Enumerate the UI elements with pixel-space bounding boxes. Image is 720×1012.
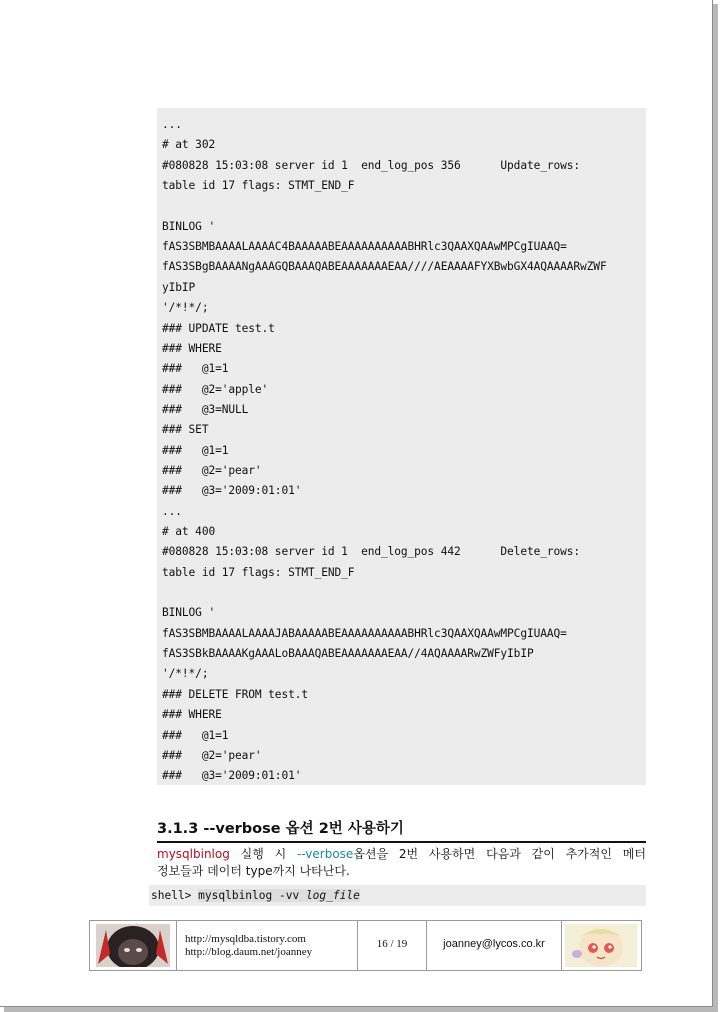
page-shadow: [4, 1007, 718, 1012]
code-line: ...: [162, 504, 182, 518]
author-email[interactable]: joanney@lycos.co.kr: [443, 938, 545, 950]
code-line: fAS3SBkBAAAAKgAAALoBAAAQABEAAAAAAAEAA//4AQAAAARwZWFyIbIP: [162, 647, 534, 661]
code-line: ### @3='2009:01:01': [162, 484, 302, 498]
code-line: ### @3=NULL: [162, 402, 249, 416]
code-line: ### WHERE: [162, 708, 222, 722]
shell-prompt: shell>: [151, 889, 199, 902]
code-line: fAS3SBMBAAAALAAAAJABAAAAABEAAAAAAAAAABHRlc3QAAXQAAwMPCgIUAAQ=: [162, 626, 567, 640]
paragraph-word: --verbose옵션을: [296, 847, 389, 861]
code-line: fAS3SBMBAAAALAAAAC4BAAAAABEAAAAAAAAAABHRlc3QAAXQAAwMPCgIUAAQ=: [162, 240, 567, 254]
code-line: ### @2='pear': [162, 748, 262, 762]
footer-email-cell: [427, 921, 562, 970]
code-line: # at 400: [162, 525, 216, 538]
footer-left-avatar-cell: [90, 921, 177, 970]
paragraph-word: 같이: [531, 847, 555, 861]
code-line: BINLOG ': [162, 219, 216, 233]
code-line: ### @1=1: [162, 362, 229, 376]
code-line: ### @1=1: [162, 443, 229, 457]
code-line: #080828 15:03:08 server id 1 end_log_pos 356 Update_rows:: [162, 158, 581, 172]
page-shadow: [713, 4, 718, 1012]
code-line: fAS3SBgBAAAANgAAAGQBAAAQABEAAAAAAAEAA////AEAAAAFYXBwbGX4AQAAAARwZWF: [162, 260, 607, 274]
page-edge: [712, 0, 713, 1007]
paragraph-word: 다음과: [486, 847, 521, 861]
code-line: '/*!*/;: [162, 667, 209, 681]
blog-link-1[interactable]: http://mysqldba.tistory.com: [185, 933, 306, 945]
dark-hair-avatar-icon: [96, 924, 170, 967]
code-line: ### WHERE: [162, 341, 222, 355]
page-edge: [0, 1006, 713, 1007]
paragraph-word: mysqlbinlog: [157, 847, 230, 861]
paragraph-word: 시: [274, 847, 287, 861]
code-line: table id 17 flags: STMT_END_F: [162, 179, 355, 193]
code-line: ### @2='apple': [162, 382, 269, 396]
code-line: ### @1=1: [162, 728, 229, 742]
paragraph-word: 추가적인: [565, 847, 612, 861]
code-line: ### UPDATE test.t: [162, 321, 275, 335]
code-line: # at 302: [162, 138, 216, 152]
command-name: [198, 889, 360, 902]
command-argument: log_file: [305, 889, 360, 902]
footer-right-avatar-cell: [562, 921, 641, 970]
footer-page-cell: [358, 921, 427, 970]
footer-links-cell: [177, 921, 358, 970]
paragraph-word: 메터: [622, 847, 646, 861]
page-footer: [89, 920, 642, 971]
paragraph-line: 정보들과 데이터 type까지 나타난다.: [157, 864, 350, 878]
code-line: ### @2='pear': [162, 463, 262, 477]
command-text: mysqlbinlog -vv: [198, 889, 306, 902]
section-heading: 3.1.3 --verbose 옵션 2번 사용하기: [157, 819, 646, 843]
command-line: [151, 885, 360, 907]
blog-link-2[interactable]: http://blog.daum.net/joanney: [185, 946, 313, 958]
paragraph-line: [157, 846, 646, 863]
cartoon-face-avatar-icon: [565, 924, 637, 967]
code-line: BINLOG ': [162, 606, 216, 620]
code-line: #080828 15:03:08 server id 1 end_log_pos 442 Delete_rows:: [162, 545, 581, 559]
binlog-code-block: [157, 108, 646, 785]
code-line: yIbIP: [162, 280, 196, 294]
command-block: [149, 885, 646, 906]
page-number: 16 / 19: [376, 938, 408, 950]
code-line: ### @3='2009:01:01': [162, 769, 302, 783]
code-line: '/*!*/;: [162, 301, 209, 315]
code-line: ...: [162, 118, 182, 131]
paragraph-word: 실행: [240, 847, 264, 861]
code-line: table id 17 flags: STMT_END_F: [162, 565, 355, 579]
paragraph-word: 2번: [398, 847, 419, 861]
paragraph-word: 사용하면: [428, 847, 476, 861]
section-paragraph: [157, 846, 646, 880]
code-line: ### SET: [162, 423, 209, 437]
code-line: ### DELETE FROM test.t: [162, 687, 308, 701]
